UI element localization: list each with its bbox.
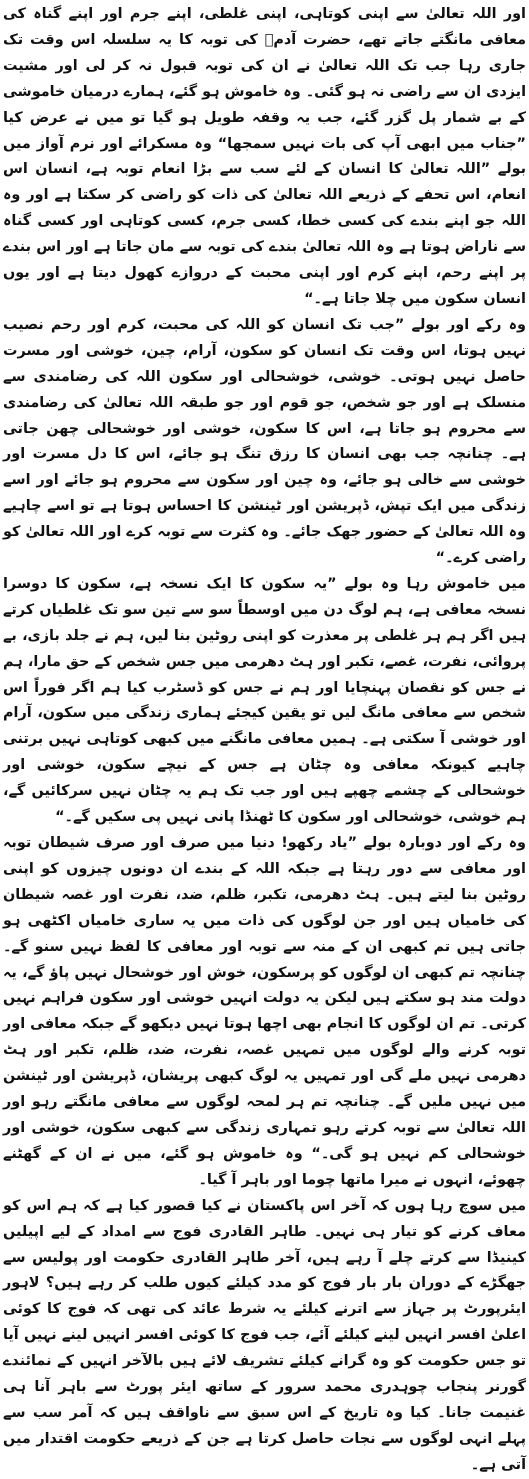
paragraph: وہ رکے اور بولے ”جب تک انسان کو اللہ کی محبت، کرم اور رحم نصیب نہیں ہوتا، اس وقت تک انسان کو سکون، آرام، چین، خوشی اور مسرت حاصل نہیں ہوتی۔ خوشی، خوشحالی اور سکون اللہ کی رضامندی سے منسلک ہے اور جو شخص، جو قوم اور جو طبقہ اللہ تعالیٰ کی رضامندی سے محروم ہو جاتا ہے، اس کا سکون، خوشی اور خوشحالی چھن جاتی ہے۔ چنانچہ جب بھی انسان کا رزق تنگ ہو جائے، اس کا دل مسرت اور خوشی سے خالی ہو جائے، وہ چین اور سکون سے محروم ہو جائے اور اسے زندگی میں ایک تپش، ڈپریشن اور ٹینشن کا احساس ہوتا ہے تو اسے چاہیے وہ اللہ تعالیٰ کے حضور جھک جائے۔ وہ کثرت سے توبہ کرے اور اللہ تعالیٰ کو راضی کرے۔“ (3, 316, 526, 567)
paragraph: وہ رکے اور دوبارہ بولے ”یاد رکھو! دنیا میں صرف اور صرف شیطان توبہ اور معافی سے دور رہتا ہے جبکہ اللہ کے بندے ان دونوں چیزوں کو اپنی روٹین بنا لیتے ہیں۔ ہٹ دھرمی، تکبر، ظلم، ضد، نفرت اور غصہ شیطان کی خامیاں ہیں اور جن لوگوں کی ذات میں یہ ساری خامیاں اکٹھی ہو جاتی ہیں تم کبھی ان کے منہ سے توبہ اور معافی کا لفظ نہیں سنو گے۔ چنانچہ تم کبھی ان لوگوں کو پرسکون، خوش اور خوشحال نہیں پاؤ گے، یہ دولت مند ہو سکتے ہیں لیکن یہ دولت انہیں خوشی اور سکون فراہم نہیں کرتی۔ تم ان لوگوں کا انجام بھی اچھا ہوتا نہیں دیکھو گے جبکہ معافی اور توبہ کرنے والے لوگوں میں تمہیں غصہ، نفرت، ضد، ظلم، تکبر اور ہٹ دھرمی نہیں ملے گی اور تمہیں یہ لوگ کبھی پریشان، ڈپریشن اور ٹینشن میں نہیں ملیں گے۔ چنانچہ تم ہر لمحہ لوگوں سے معافی مانگتے رہو اور اللہ تعالیٰ سے توبہ کرتے رہو تمہاری زندگی سے کبھی سکون، خوشی اور خوشحالی کم نہیں ہو گی۔“ وہ خاموش ہو گئے، میں نے ان کے گھٹنے چھوئے، انہوں نے میرا ماتھا چوما اور باہر آ گیا۔ (3, 835, 526, 1188)
paragraph: اور اللہ تعالیٰ سے اپنی کوتاہی، اپنی غلطی، اپنے جرم اور اپنے گناہ کی معافی مانگتے جاتے تھے، حضرت آدمؑ کی توبہ کا یہ سلسلہ اس وقت تک جاری رہا جب تک اللہ تعالیٰ نے ان کی توبہ قبول نہ کر لی اور مشیت ایزدی ان سے راضی نہ ہو گئی۔ وہ خاموش ہو گئے، ہمارے درمیان خاموشی کے بے شمار پل گزر گئے، جب یہ وقفہ طویل ہو گیا تو میں نے عرض کیا ”جناب میں ابھی آپ کی بات نہیں سمجھا“ وہ مسکرائے اور نرم آواز میں بولے ”اللہ تعالیٰ کا انسان کے لئے سب سے بڑا انعام توبہ ہے، انسان اس انعام، اس تحفے کے ذریعے اللہ تعالیٰ کی ذات کو راضی کر سکتا ہے اور وہ اللہ جو اپنے بندے کی کسی خطا، کسی جرم، کسی کوتاہی اور کسی گناہ سے ناراض ہوتا ہے وہ اللہ تعالیٰ بندے کی توبہ سے مان جاتا ہے اور اس بندے پر اپنے رحم، اپنے کرم اور اپنی محبت کے دروازے کھول دیتا ہے اور یوں انسان سکون میں چلا جاتا ہے۔“ (3, 6, 526, 307)
paragraph: میں سوچ رہا ہوں کہ آخر اس پاکستان نے کیا قصور کیا ہے کہ ہم اس کو معاف کرنے کو تیار ہی نہیں۔ طاہر القادری فوج سے امداد کے لیے اپیلیں کینیڈا سے کرتے چلے آ رہے ہیں، آخر طاہر القادری حکومت اور پولیس سے جھگڑے کے دوران بار بار فوج کو مدد کیلئے کیوں طلب کر رہے ہیں؟ لاہور ایئرپورٹ پر جہاز سے اترنے کیلئے یہ شرط عائد کی تھی کہ فوج کا کوئی اعلیٰ افسر انہیں لینے کیلئے آئے، جب فوج کا کوئی افسر انہیں لینے نہیں آیا تو جس حکومت کو وہ گرانے کیلئے تشریف لائے ہیں بالآخر انہیں کے نمائندے گورنر پنجاب چوہدری محمد سرور کے ساتھ ایئر پورٹ سے باہر آنا ہی غنیمت جانا۔ کیا وہ تاریخ کے اس سبق سے ناواقف ہیں کہ آمر سب سے پہلے انہی لوگوں سے نجات حاصل کرتا ہے جن کے ذریعے حکومت اقتدار میں آتی ہے۔ (3, 1197, 526, 1473)
paragraph: میں خاموش رہا وہ بولے ”یہ سکون کا ایک نسخہ ہے، سکون کا دوسرا نسخہ معافی ہے، ہم لوگ دن میں اوسطاً سو سے تین سو تک غلطیاں کرتے ہیں اگر ہم ہر غلطی پر معذرت کو اپنی روٹین بنا لیں، ہم نے جلد بازی، بے پروائی، نفرت، غصے، تکبر اور ہٹ دھرمی میں جس شخص کے حق مارا، ہم نے جس کو نقصان پہنچایا اور ہم نے جس کو ڈسٹرب کیا ہم اگر فوراً اس شخص سے معافی مانگ لیں تو یقین کیجئے ہماری زندگی میں سکون، آرام اور خوشی آ سکتی ہے۔ ہمیں معافی مانگنے میں کبھی کوتاہی نہیں برتنی چاہیے کیونکہ معافی وہ چٹان ہے جس کے نیچے سکون، خوشی اور خوشحالی کے چشمے چھپے ہیں اور جب تک ہم یہ چٹان نہیں سرکائیں گے، ہم خوشی، خوشحالی اور سکون کا ٹھنڈا پانی نہیں پی سکیں گے۔“ (3, 575, 526, 826)
article-body (3, 2, 526, 1479)
